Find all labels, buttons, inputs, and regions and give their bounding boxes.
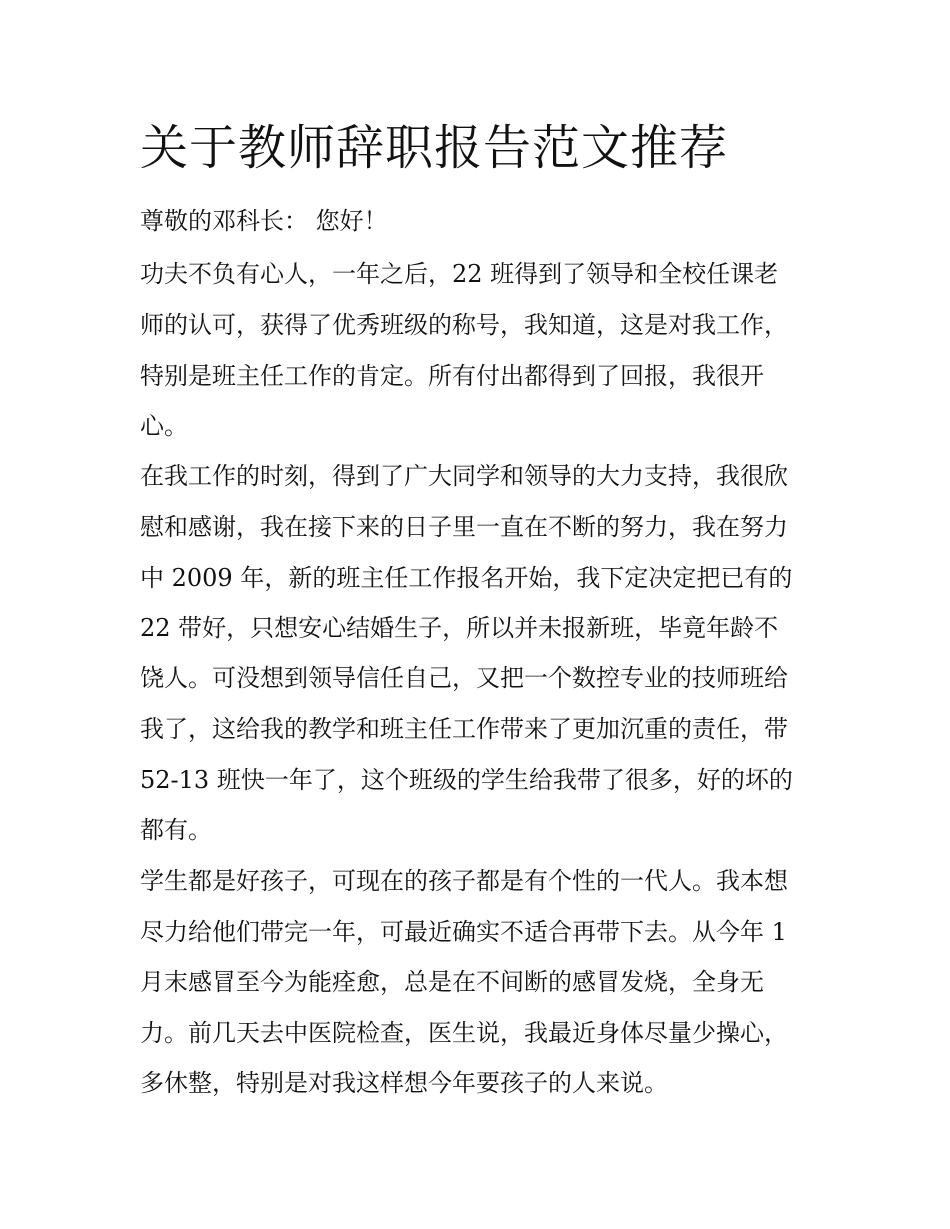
body-line: 功夫不负有心人，一年之后，22 班得到了领导和全校任课老: [140, 260, 779, 288]
body-line: 我了，这给我的教学和班主任工作带来了更加沉重的责任，带: [140, 715, 788, 743]
body-line: 慰和感谢，我在接下来的日子里一直在不断的努力，我在努力: [140, 513, 788, 541]
body-line: 力。前几天去中医院检查，医生说，我最近身体尽量少操心，: [140, 1019, 788, 1047]
body-line: 多休整，特别是对我这样想今年要孩子的人来说。: [140, 1069, 668, 1097]
body-line: 师的认可，获得了优秀班级的称号，我知道，这是对我工作，: [140, 311, 788, 339]
body-line: 特别是班主任工作的肯定。所有付出都得到了回报，我很开: [140, 362, 764, 390]
body-line: 中 2009 年，新的班主任工作报名开始，我下定决定把已有的: [140, 564, 793, 592]
body-line: 都有。: [140, 816, 212, 844]
document-title: 关于教师辞职报告范文推荐: [140, 120, 729, 176]
body-line: 52-13 班快一年了，这个班级的学生给我带了很多，好的坏的: [140, 766, 793, 794]
body-line: 心。: [140, 412, 188, 440]
body-line: 学生都是好孩子，可现在的孩子都是有个性的一代人。我本想: [140, 867, 788, 895]
body-line: 饶人。可没想到领导信任自己，又把一个数控专业的技师班给: [140, 664, 788, 692]
body-line: 22 带好，只想安心结婚生子，所以并未报新班，毕竟年龄不: [140, 614, 779, 642]
body-line: 月末感冒至今为能痊愈，总是在不间断的感冒发烧，全身无: [140, 968, 764, 996]
body-line: 在我工作的时刻，得到了广大同学和领导的大力支持，我很欣: [140, 462, 788, 490]
body-line: 尽力给他们带完一年，可最近确实不适合再带下去。从今年 1: [140, 918, 787, 946]
salutation-line: 尊敬的邓科长： 您好！: [140, 207, 388, 235]
